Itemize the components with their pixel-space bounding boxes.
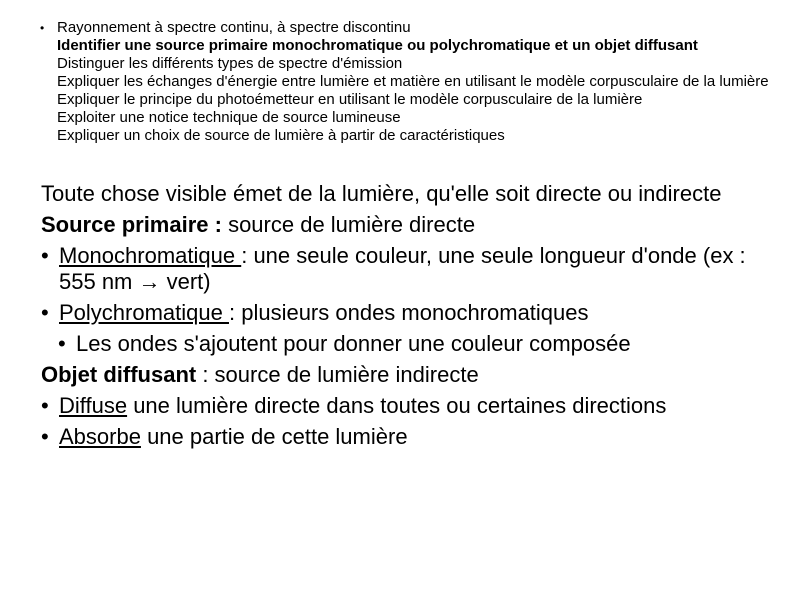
polychromatic-term: Polychromatique <box>59 300 229 325</box>
bullet-icon: • <box>41 424 49 449</box>
diffuse-text: une lumière directe dans toutes ou certaines directions <box>127 393 667 418</box>
objectives-list <box>40 19 780 145</box>
diffuse-object-title: Objet diffusant <box>41 362 197 387</box>
list-item-monochromatic <box>41 243 781 295</box>
bullet-icon: • <box>40 21 45 35</box>
bullet-icon: • <box>41 243 49 268</box>
primary-source-title: Source primaire : <box>41 212 222 237</box>
objective-item <box>40 91 780 109</box>
intro-paragraph: Toute chose visible émet de la lumière, qu'elle soit directe ou indirecte <box>41 181 722 206</box>
list-item-absorb <box>41 424 781 450</box>
bullet-icon: • <box>41 300 49 325</box>
objective-item <box>40 109 780 127</box>
objective-item <box>40 55 780 73</box>
objective-text: Rayonnement à spectre continu, à spectre discontinu <box>57 19 411 36</box>
absorb-text: une partie de cette lumière <box>140 424 408 449</box>
bullet-icon: • <box>41 393 49 418</box>
list-item-polychromatic <box>41 300 781 326</box>
objective-text: Expliquer le principe du photoémetteur en utilisant le modèle corpusculaire de la lumière <box>57 91 643 108</box>
diffuse-term: Diffuse <box>59 393 128 418</box>
diffuse-object-text: : source de lumière indirecte <box>196 362 479 387</box>
absorb-term: Absorbe <box>59 424 141 449</box>
monochromatic-term: Monochromatique <box>59 243 242 268</box>
objective-text: Expliquer les échanges d'énergie entre lumière et matière en utilisant le modèle corpusculaire de la lumière <box>57 73 769 90</box>
objective-text: Identifier une source primaire monochromatique ou polychromatique et un objet diffusant <box>57 37 698 54</box>
objective-text: Exploiter une notice technique de source lumineuse <box>57 109 401 126</box>
objective-text: Expliquer un choix de source de lumière à partir de caractéristiques <box>57 127 505 144</box>
objective-item <box>40 73 780 91</box>
waves-text: Les ondes s'ajoutent pour donner une couleur composée <box>76 331 631 356</box>
objective-text: Distinguer les différents types de spectre d'émission <box>57 55 403 72</box>
diffuse-object-heading <box>41 362 781 388</box>
polychromatic-text: : plusieurs ondes monochromatiques <box>228 300 589 325</box>
primary-source-text: source de lumière directe <box>221 212 476 237</box>
objective-item <box>40 127 780 145</box>
main-content <box>41 181 781 455</box>
monochromatic-text: : une seule couleur, une seule longueur d'onde (ex : 555 nm → vert) <box>59 243 746 294</box>
primary-source-heading <box>41 212 781 238</box>
objective-item <box>40 37 780 55</box>
list-item-diffuse <box>41 393 781 419</box>
list-item-waves <box>58 331 781 357</box>
objective-item <box>40 19 780 37</box>
bullet-icon: • <box>58 331 66 356</box>
